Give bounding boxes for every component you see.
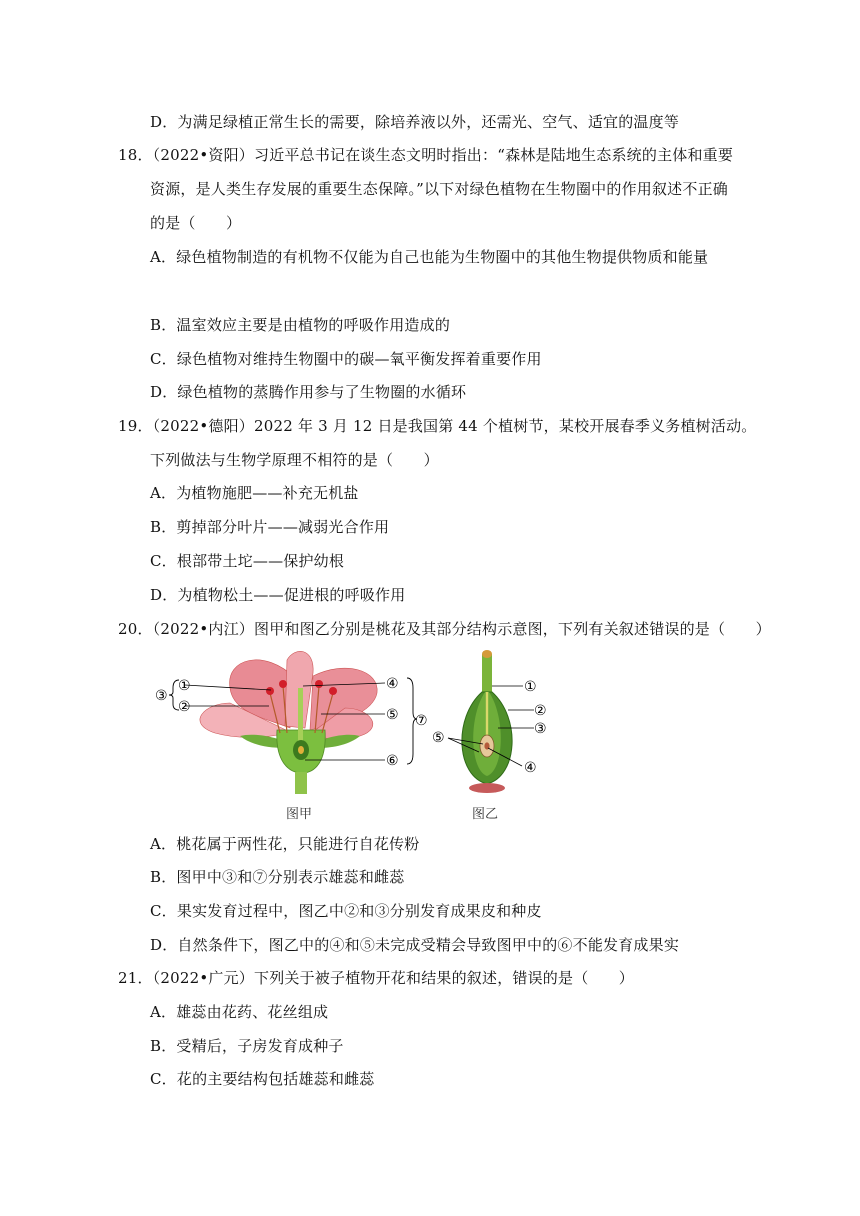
q19-stem-line-1: 19．（2022•德阳）2022 年 3 月 12 日是我国第 44 个植树节，某校开展春季义务植树活动。	[118, 417, 757, 435]
q18-stem-line-3: 的是（ ）	[150, 214, 242, 232]
q19-option-c: C．根部带土坨——保护幼根	[150, 552, 345, 570]
q18-stem-line-2: 资源，是人类生存发展的重要生态保障。”以下对绿色植物在生物圈中的作用叙述不正确	[150, 180, 728, 198]
figure-pistil-yi	[428, 648, 558, 798]
q21-option-b: B．受精后，子房发育成种子	[150, 1037, 344, 1055]
q21-option-a: A．雄蕊由花药、花丝组成	[150, 1003, 329, 1021]
q18-option-d: D．绿色植物的蒸腾作用参与了生物圈的水循环	[150, 383, 467, 401]
q19-stem-line-2: 下列做法与生物学原理不相符的是（ ）	[150, 451, 439, 469]
caption-yi: 图乙	[472, 807, 499, 822]
flower-label-2: ②	[178, 699, 191, 715]
q19-option-a: A．为植物施肥——补充无机盐	[150, 484, 359, 502]
flower-label-6: ⑥	[386, 753, 399, 769]
pistil-label-3: ③	[534, 721, 547, 737]
flower-label-5: ⑤	[386, 707, 399, 723]
q18-option-c: C．绿色植物对维持生物圈中的碳—氧平衡发挥着重要作用	[150, 350, 542, 368]
pistil-label-5: ⑤	[432, 730, 445, 746]
q20-option-c: C．果实发育过程中，图乙中②和③分别发育成果皮和种皮	[150, 902, 542, 920]
flower-label-1: ①	[178, 678, 191, 694]
q20-option-d: D．自然条件下，图乙中的④和⑤未完成受精会导致图甲中的⑥不能发育成果实	[150, 936, 680, 954]
q17-option-d: D．为满足绿植正常生长的需要，除培养液以外，还需光、空气、适宜的温度等	[150, 113, 680, 131]
pistil-label-4: ④	[524, 760, 537, 776]
q21-stem: 21．（2022•广元）下列关于被子植物开花和结果的叙述，错误的是（ ）	[118, 969, 635, 987]
q20-option-b: B．图甲中③和⑦分别表示雄蕊和雌蕊	[150, 868, 405, 886]
q18-option-a: A．绿色植物制造的有机物不仅能为自己也能为生物圈中的其他生物提供物质和能量	[150, 248, 709, 266]
flower-label-7: ⑦	[415, 713, 428, 729]
figure-flower-jia	[145, 648, 428, 798]
q19-option-b: B．剪掉部分叶片——减弱光合作用	[150, 518, 390, 536]
q20-option-a: A．桃花属于两性花，只能进行自花传粉	[150, 835, 420, 853]
q18-option-b: B．温室效应主要是由植物的呼吸作用造成的	[150, 316, 451, 334]
pistil-label-1: ①	[524, 679, 537, 695]
caption-jia-text: 图甲	[286, 807, 313, 822]
q20-stem: 20．（2022•内江）图甲和图乙分别是桃花及其部分结构示意图，下列有关叙述错误的是（ ）	[118, 620, 771, 638]
flower-label-3: ③	[155, 688, 168, 704]
q19-option-d: D．为植物松土——促进根的呼吸作用	[150, 586, 406, 604]
pistil-label-2: ②	[534, 703, 547, 719]
flower-label-4: ④	[386, 676, 399, 692]
q18-stem-line-1: 18．（2022•资阳）习近平总书记在谈生态文明时指出：“森林是陆地生态系统的主体和重要	[118, 146, 734, 164]
q21-option-c: C．花的主要结构包括雄蕊和雌蕊	[150, 1070, 375, 1088]
